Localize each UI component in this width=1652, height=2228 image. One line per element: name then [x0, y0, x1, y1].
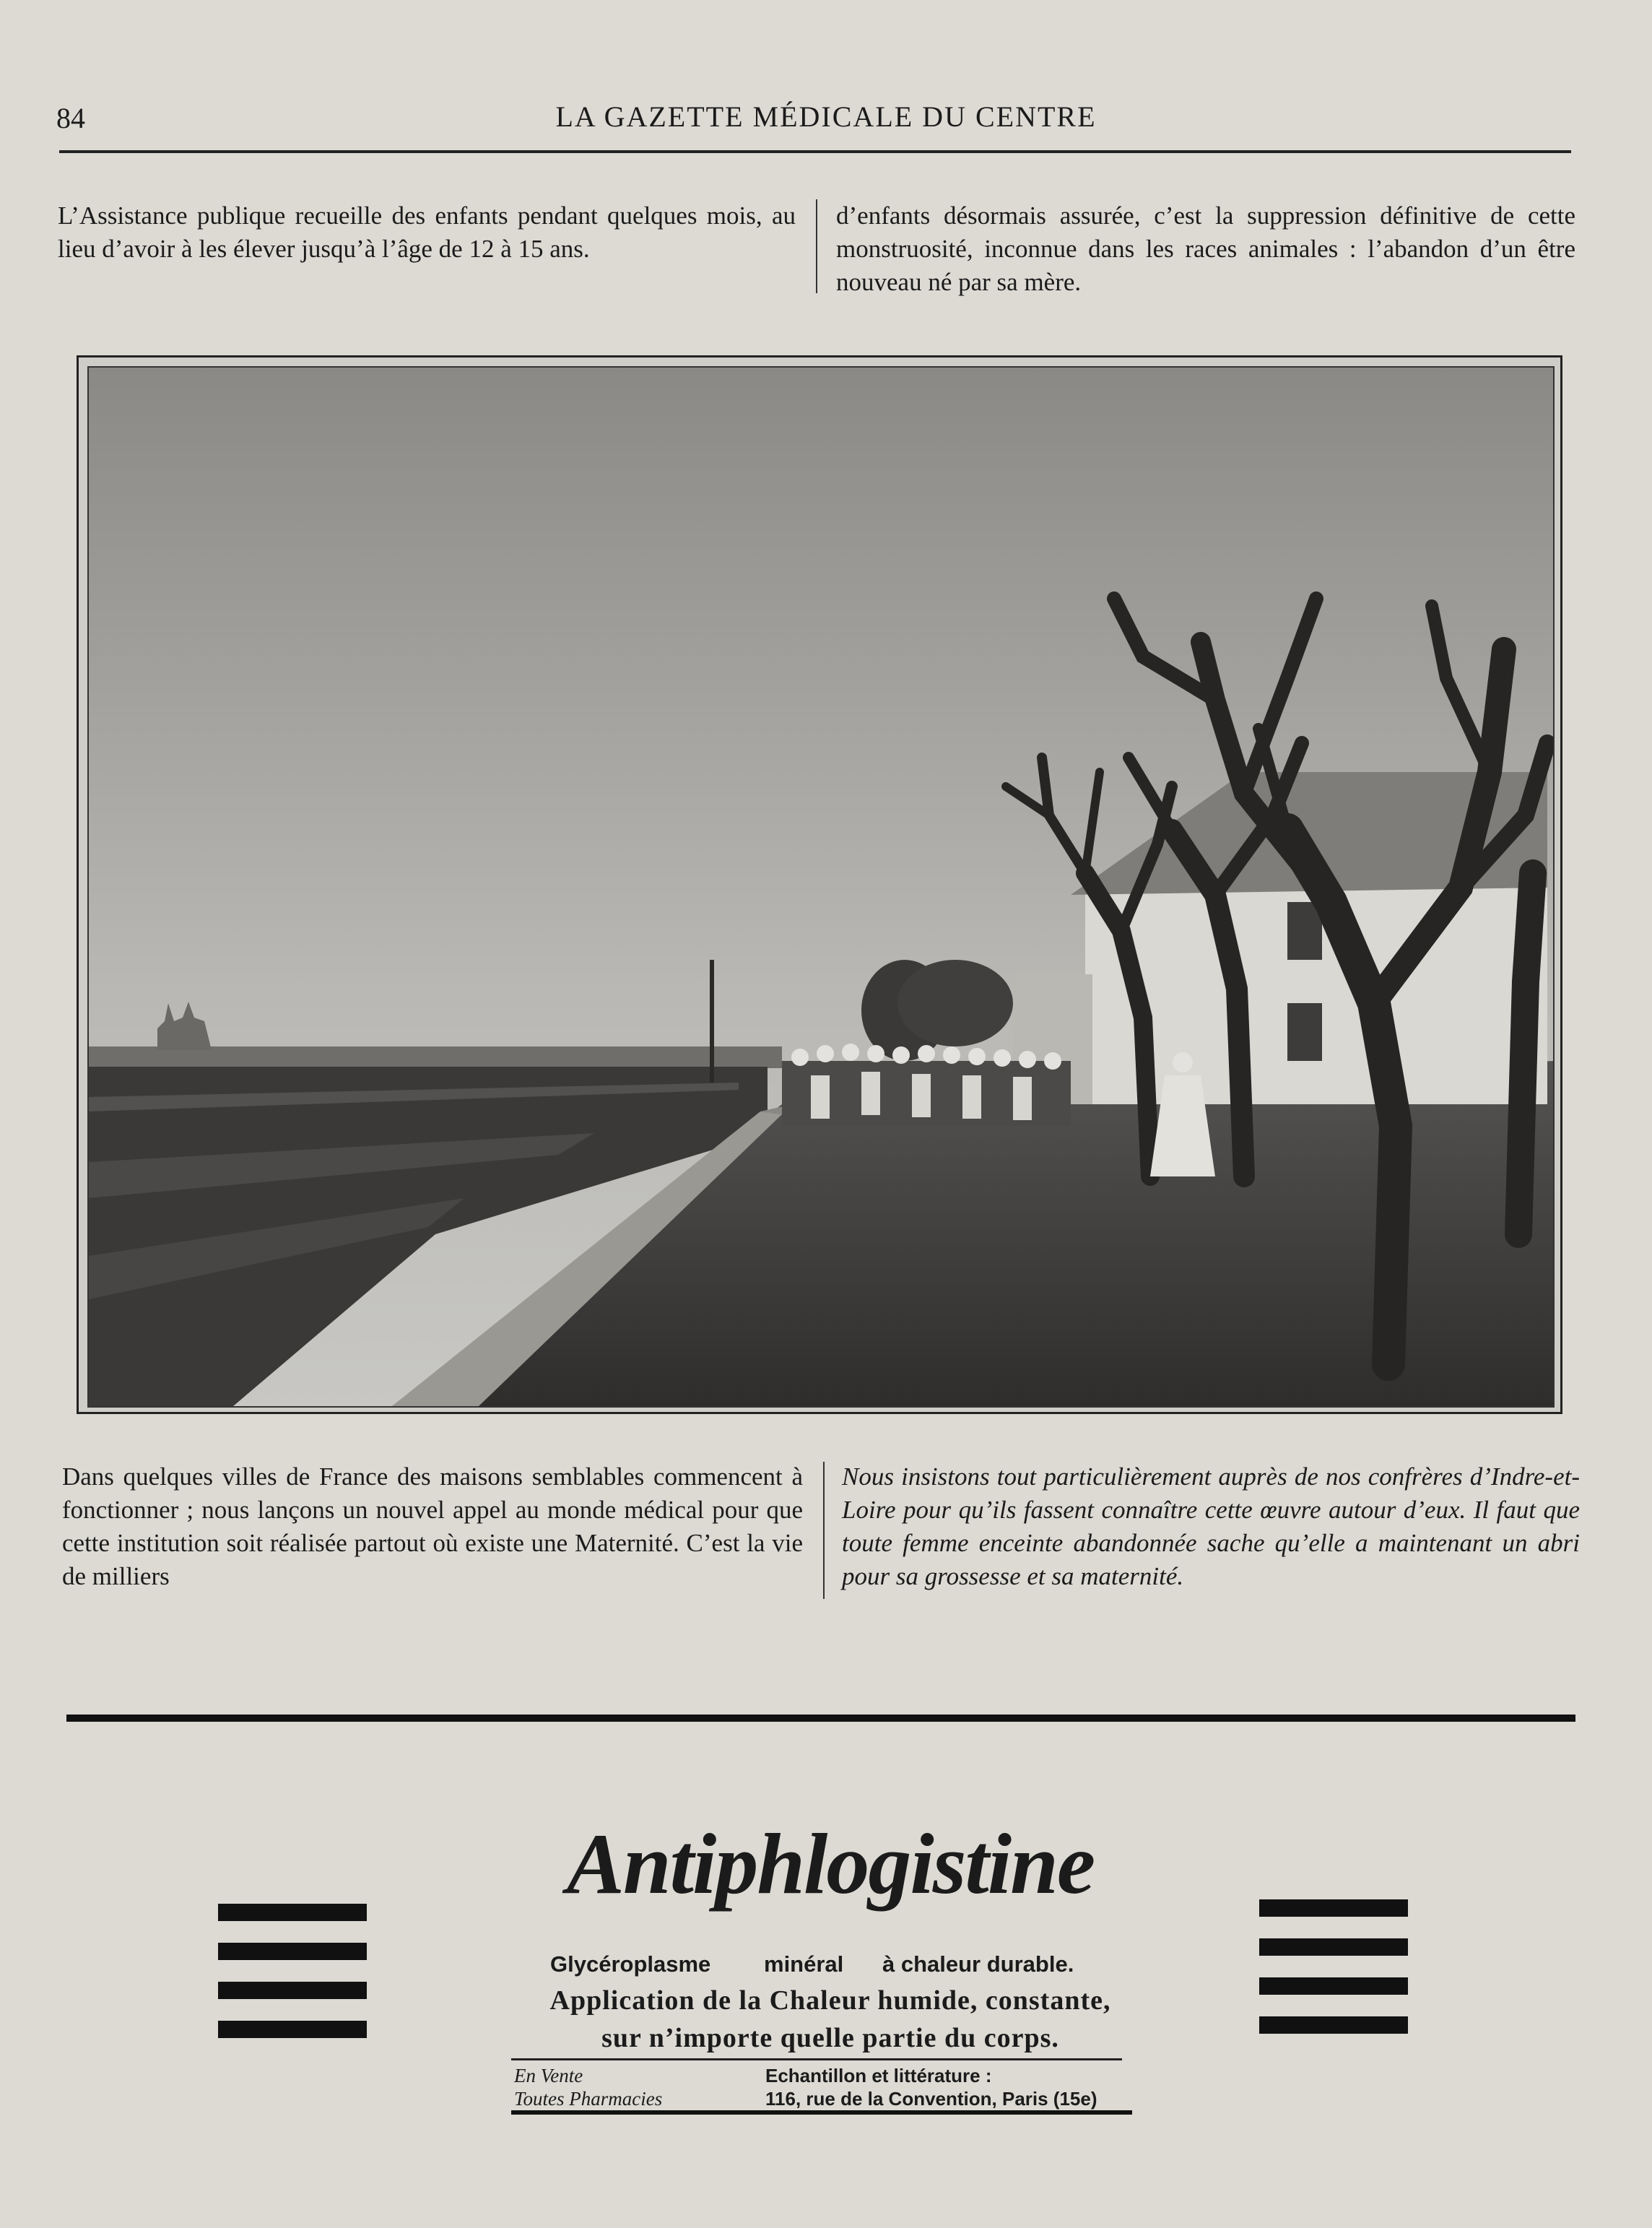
ad-application-line: Application de la Chaleur humide, constante, — [549, 1985, 1111, 2016]
window — [1287, 1003, 1322, 1061]
ad-tagline-3: à chaleur durable. — [882, 1951, 1074, 1977]
decorative-bars-right — [1259, 1899, 1408, 2055]
section-rule — [66, 1715, 1575, 1722]
terrace-photo — [89, 368, 1553, 1406]
ad-address: 116, rue de la Convention, Paris (15e) — [765, 2088, 1097, 2110]
bottom-left-paragraph: Dans quelques villes de France des maisons semblables commencent à fonctionner ; nous lançons un nouvel appel au monde médical pour que cette institution soit réalisée partout où existe une Maternité. C’est la vie de milliers — [62, 1462, 803, 1590]
ad-sale-line-2: Toutes Pharmacies — [514, 2088, 663, 2110]
ad-tagline-2: minéral — [764, 1951, 844, 1977]
pole — [710, 960, 714, 1083]
decorative-bars-left — [218, 1904, 367, 2060]
journal-title: LA GAZETTE MÉDICALE DU CENTRE — [555, 100, 1097, 133]
photograph — [87, 366, 1555, 1408]
ad-sale-info — [514, 2064, 662, 2110]
page-number: 84 — [56, 102, 85, 134]
top-right-paragraph: d’enfants désormais assurée, c’est la suppression définitive de cette monstruosité, inconnue dans les races animales : l’abandon d’un être nouveau né par sa mère. — [836, 201, 1575, 296]
column-divider — [823, 1462, 825, 1599]
header-rule — [59, 150, 1571, 153]
column-divider — [816, 199, 817, 293]
ad-bottom-rule — [511, 2110, 1132, 2115]
top-left-paragraph: L’Assistance publique recueille des enfants pendant quelques mois, au lieu d’avoir à les élever jusqu’à l’âge de 12 à 15 ans. — [58, 201, 796, 263]
bottom-right-paragraph: Nous insistons tout particulièrement auprès de nos confrères d’Indre-et-Loire pour qu’ils fassent connaître cette œuvre autour d’eux. Il faut que toute femme enceinte abandonnée sache qu’elle a maintenant un abri pour sa grossesse et sa maternité. — [842, 1462, 1580, 1590]
ad-sample-line-1: Echantillon et littérature : — [765, 2065, 992, 2086]
ad-underline — [511, 2058, 1122, 2060]
ad-tagline-1: Glycéroplasme — [550, 1951, 711, 1977]
photograph-frame — [77, 355, 1562, 1414]
ad-sample-info — [765, 2064, 1097, 2110]
ad-brand-logo: Antiphlogistine — [566, 1816, 1095, 1912]
ad-sale-line-1: En Vente — [514, 2065, 583, 2086]
ad-body-line: sur n’importe quelle partie du corps. — [601, 2023, 1059, 2053]
